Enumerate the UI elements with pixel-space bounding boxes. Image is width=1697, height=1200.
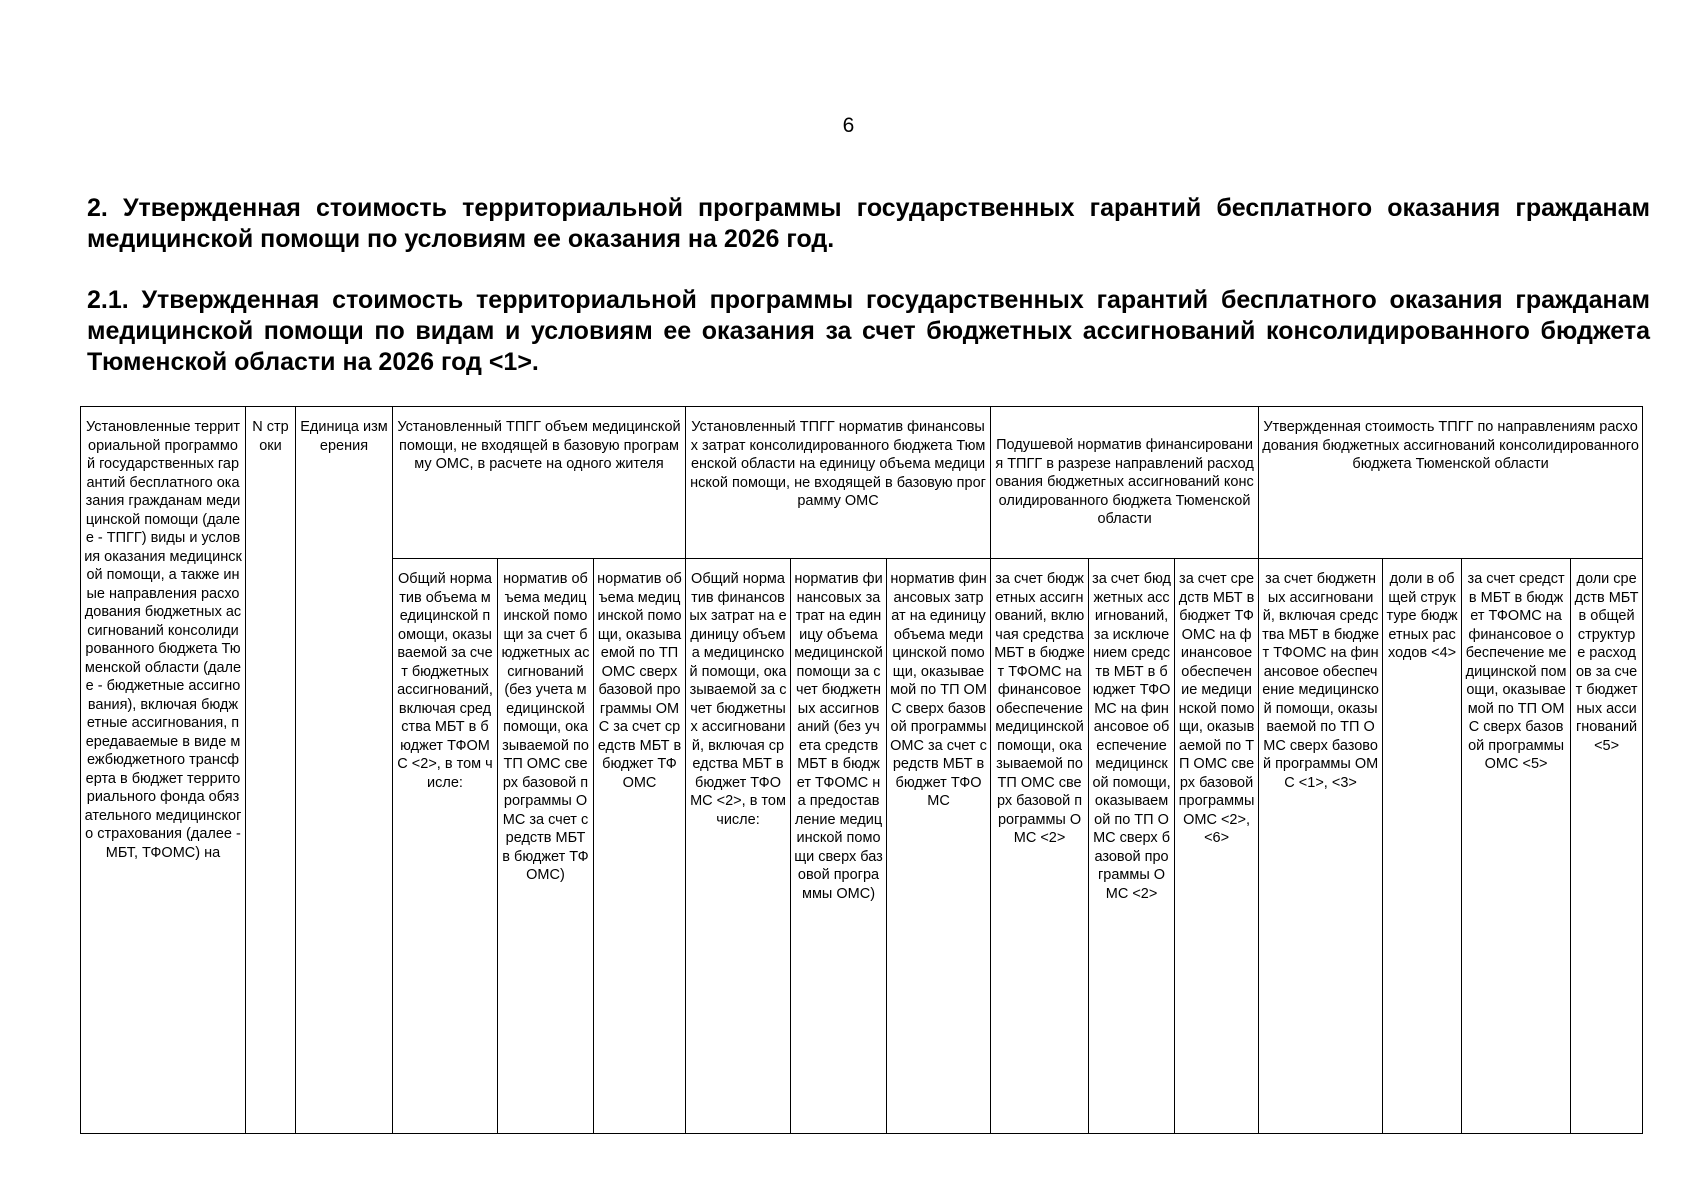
section-heading-2: 2. Утвержденная стоимость территориальной программы государственных гарантий бесплатного оказания гражданам медицинской помощи по условиям ее оказания на 2026 год. bbox=[87, 194, 1650, 253]
subheader-cell: за счет бюджетных ассигнований, включая средства МБТ в бюджет ТФОМС на финансовое обеспечение медицинской помощи, оказываемой по ТП ОМС сверх базовой программы ОМС <2> bbox=[991, 559, 1089, 1134]
subheader-cell: за счет средств МБТ в бюджет ТФОМС на финансовое обеспечение медицинской помощи, оказываемой по ТП ОМС сверх базовой программы ОМС <5> bbox=[1462, 559, 1571, 1134]
subheader-cell: доли в общей структуре бюджетных расходов <4> bbox=[1383, 559, 1462, 1134]
subheader-cell: норматив финансовых затрат на единицу объема медицинской помощи, оказываемой по ТП ОМС сверх базовой программы ОМС за счет средств МБТ в бюджет ТФОМС bbox=[887, 559, 991, 1134]
subheader-cell: Общий норматив финансовых затрат на единицу объема медицинской помощи, оказываемой за счет бюджетных ассигнований, включая средства МБТ в бюджет ТФОМС <2>, в том числе: bbox=[686, 559, 791, 1134]
header-unit: Единица измерения bbox=[296, 407, 393, 1134]
subheader-cell: за счет бюджетных ассигнований, включая средства МБТ в бюджет ТФОМС на финансовое обеспечение медицинской помощи, оказываемой по ТП ОМС сверх базовой программы ОМС <1>, <3> bbox=[1259, 559, 1383, 1134]
subheader-cell: за счет бюджетных ассигнований, за исключением средств МБТ в бюджет ТФОМС на финансовое обеспечение медицинской помощи, оказываемой по ТП ОМС сверх базовой программы ОМС <2> bbox=[1089, 559, 1175, 1134]
subheader-cell: норматив финансовых затрат на единицу объема медицинской помощи за счет бюджетных ассигнований (без учета средств МБТ в бюджет ТФОМС на предоставление медицинской помощи сверх базовой программы ОМС) bbox=[791, 559, 887, 1134]
header-group-approved-cost: Утвержденная стоимость ТПГГ по направлениям расходования бюджетных ассигнований консолидированного бюджета Тюменской области bbox=[1259, 407, 1643, 559]
subheader-cell: за счет средств МБТ в бюджет ТФОМС на финансовое обеспечение медицинской помощи, оказываемой по ТП ОМС сверх базовой программы ОМС <2>, <6> bbox=[1175, 559, 1259, 1134]
budget-table bbox=[80, 406, 1643, 1134]
header-group-per-capita: Подушевой норматив финансирования ТПГГ в разрезе направлений расходования бюджетных ассигнований консолидированного бюджета Тюменской области bbox=[991, 407, 1259, 559]
header-group-cost-norm: Установленный ТПГГ норматив финансовых затрат консолидированного бюджета Тюменской области на единицу объема медицинской помощи, не входящей в базовую программу ОМС bbox=[686, 407, 991, 559]
subheader-cell: норматив объема медицинской помощи за счет бюджетных ассигнований (без учета медицинской помощи, оказываемой по ТП ОМС сверх базовой программы ОМС за счет средств МБТ в бюджет ТФОМС) bbox=[498, 559, 594, 1134]
subheader-cell: норматив объема медицинской помощи, оказываемой по ТП ОМС сверх базовой программы ОМС за счет средств МБТ в бюджет ТФОМС bbox=[594, 559, 686, 1134]
subheader-cell: доли средств МБТ в общей структуре расходов за счет бюджетных ассигнований <5> bbox=[1571, 559, 1643, 1134]
header-group-volume: Установленный ТПГГ объем медицинской помощи, не входящей в базовую программу ОМС, в расчете на одного жителя bbox=[393, 407, 686, 559]
page-number: 6 bbox=[842, 114, 855, 137]
section-heading-2-1: 2.1. Утвержденная стоимость территориальной программы государственных гарантий бесплатного оказания гражданам медицинской помощи по видам и условиям ее оказания за счет бюджетных ассигнований консолидированного бюджета Тюменской области на 2026 год <1>. bbox=[87, 286, 1650, 376]
subheader-cell: Общий норматив объема медицинской помощи, оказываемой за счет бюджетных ассигнований, включая средства МБТ в бюджет ТФОМС <2>, в том числе: bbox=[393, 559, 498, 1134]
header-row-number: N строки bbox=[246, 407, 296, 1134]
header-first-column: Установленные территориальной программой государственных гарантий бесплатного оказания гражданам медицинской помощи (далее - ТПГГ) виды и условия оказания медицинской помощи, а также иные направления расходования бюджетных ассигнований консолидированного бюджета Тюменской области (далее - бюджетные ассигнования), включая бюджетные ассигнования, передаваемые в виде межбюджетного трансферта в бюджет территориального фонда обязательного медицинского страхования (далее - МБТ, ТФОМС) на bbox=[81, 407, 246, 1134]
